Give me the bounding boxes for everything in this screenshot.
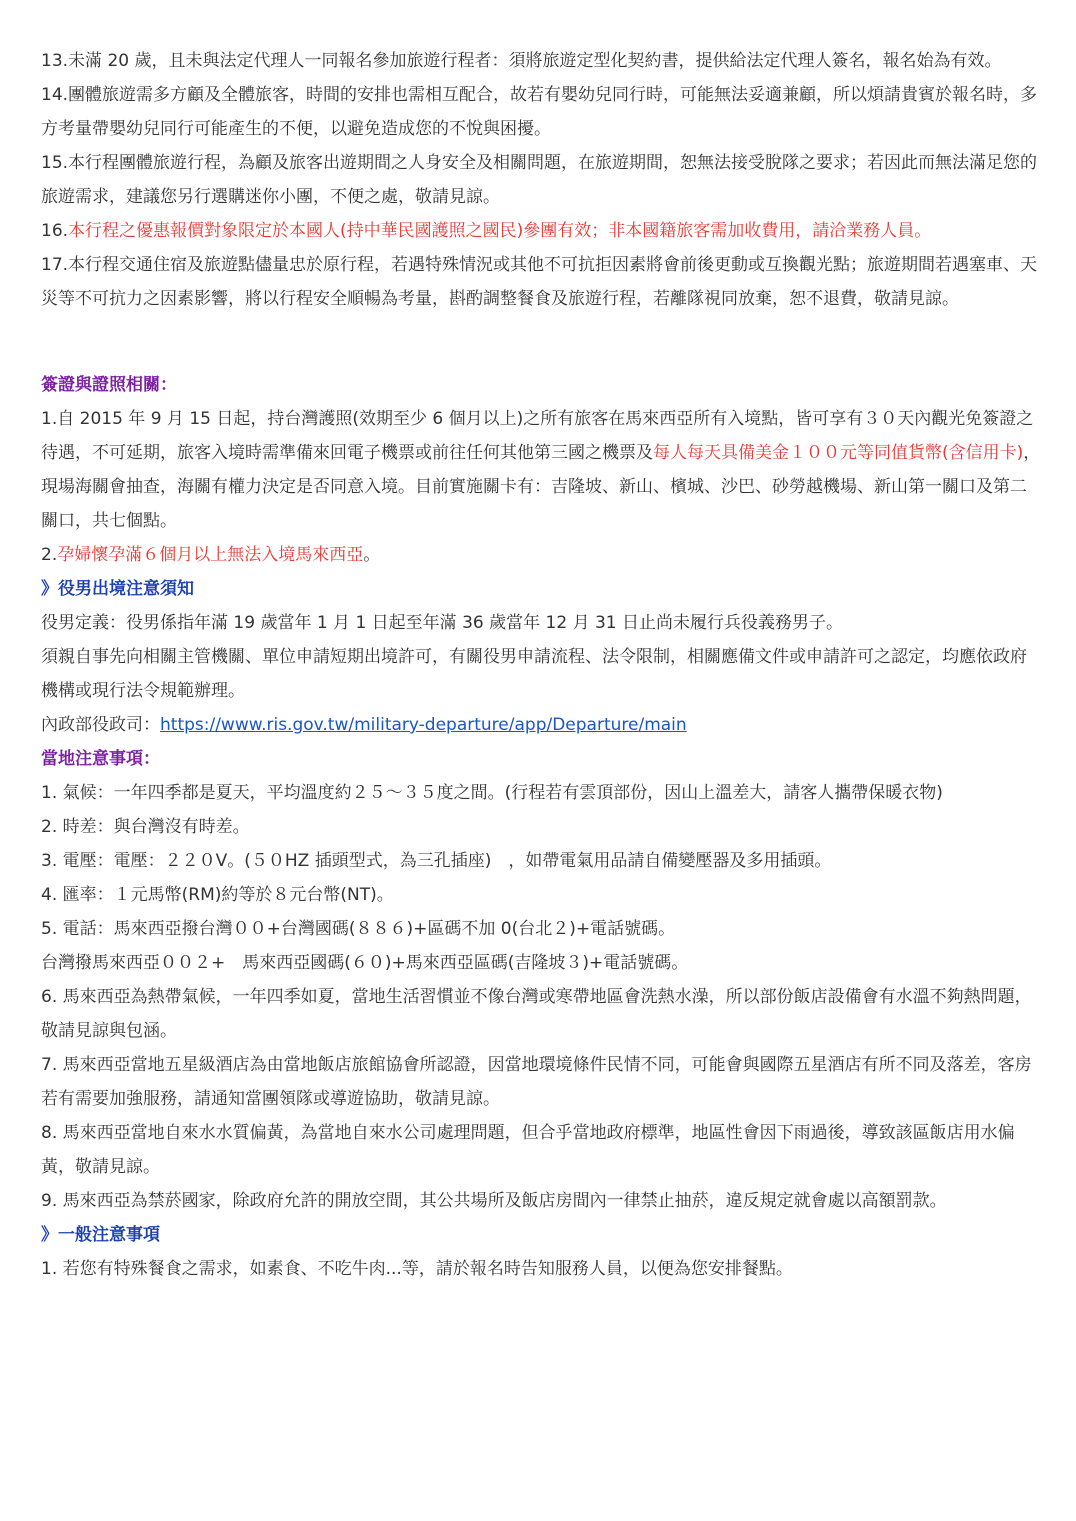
general-heading: 》一般注意事項: [41, 1225, 160, 1245]
visa-item-1-text-cont: ，現場海關會抽查，海關有權力決定是否同意入境。目前實施關卡有：吉隆坡、新山、檳城、沙巴、砂勞越機場、新山第一關口及第二關口，共七個點。: [41, 443, 1041, 531]
general-item: 1. 若您有特殊餐食之需求，如素食、不吃牛肉...等，請於報名時告知服務人員，以便為您安排餐點。: [41, 1259, 793, 1279]
local-item: 4. 匯率：１元馬幣(RM)約等於８元台幣(NT)。: [41, 885, 394, 905]
military-office-label: 內政部役政司：: [41, 715, 160, 735]
visa-item-1: [41, 402, 1041, 538]
visa-item-2-end: 。: [363, 545, 381, 565]
visa-item-2-highlight: 孕婦懷孕滿６個月以上無法入境馬來西亞: [57, 545, 364, 565]
visa-item-2-number: 2.: [41, 545, 58, 565]
section-gap: [41, 316, 1041, 368]
military-office-link[interactable]: https://www.ris.gov.tw/military-departure/app/Departure/main: [160, 715, 687, 735]
local-item: 2. 時差：與台灣沒有時差。: [41, 817, 250, 837]
local-heading: 當地注意事項：: [41, 749, 160, 769]
visa-heading: 簽證與證照相關：: [41, 375, 177, 395]
note-17: 17.本行程交通住宿及旅遊點儘量忠於原行程，若遇特殊情況或其他不可抗拒因素將會前後更動或互換觀光點；旅遊期間若遇塞車、天災等不可抗力之因素影響，將以行程安全順暢為考量，斟酌調整餐食及旅遊行程，若離隊視同放棄，恕不退費，敬請見諒。: [41, 255, 1038, 309]
local-item: 9. 馬來西亞為禁菸國家，除政府允許的開放空間，其公共場所及飯店房間內一律禁止抽菸，違反規定就會處以高額罰款。: [41, 1191, 947, 1211]
military-definition: 役男定義：役男係指年滿 19 歲當年 1 月 1 日起至年滿 36 歲當年 12 月 31 日止尚未履行兵役義務男子。: [41, 613, 844, 633]
note-14: 14.團體旅遊需多方顧及全體旅客，時間的安排也需相互配合，故若有嬰幼兒同行時，可能無法妥適兼顧，所以煩請貴賓於報名時，多方考量帶嬰幼兒同行可能產生的不便，以避免造成您的不悅與困擾。: [41, 85, 1038, 139]
local-item: 3. 電壓：電壓：２２０V。(５０HZ 插頭型式，為三孔插座) ，如帶電氣用品請自備變壓器及多用插頭。: [41, 851, 832, 871]
note-16-number: 16.: [41, 221, 69, 241]
military-procedure: 須親自事先向相關主管機關、單位申請短期出境許可，有關役男申請流程、法令限制，相關應備文件或申請許可之認定，均應依政府機構或現行法令規範辦理。: [41, 647, 1027, 701]
local-item: 7. 馬來西亞當地五星級酒店為由當地飯店旅館協會所認證，因當地環境條件民情不同，可能會與國際五星酒店有所不同及落差，客房若有需要加強服務，請通知當團領隊或導遊協助，敬請見諒。: [41, 1055, 1032, 1109]
local-item: 8. 馬來西亞當地自來水水質偏黃，為當地自來水公司處理問題，但合乎當地政府標準，地區性會因下雨過後，導致該區飯店用水偏黃，敬請見諒。: [41, 1123, 1015, 1177]
note-16: [41, 214, 1041, 248]
visa-item-1-text: 1.自 2015 年 9 月 15 日起，持台灣護照(效期至少 6 個月以上)之所有旅客在馬來西亞所有入境點，皆可享有３０天內觀光免簽證之待遇，不可延期，旅客入境時需準備來回電子機票或前往任何其他第三國之機票及: [41, 409, 1034, 463]
visa-item-1-highlight: 每人每天具備美金１００元等同值貨幣(含信用卡): [653, 443, 1024, 463]
note-15: 15.本行程團體旅遊行程，為顧及旅客出遊期間之人身安全及相關問題，在旅遊期間，恕無法接受脫隊之要求；若因此而無法滿足您的旅遊需求，建議您另行選購迷你小團，不便之處，敬請見諒。: [41, 153, 1038, 207]
local-item: 1. 氣候：一年四季都是夏天，平均溫度約２５～３５度之間。(行程若有雲頂部份，因山上溫差大，請客人攜帶保暖衣物): [41, 783, 943, 803]
local-item: 台灣撥馬來西亞００２+ 馬來西亞國碼(６０)+馬來西亞區碼(吉隆坡３)+電話號碼。: [41, 953, 689, 973]
visa-item-2: [41, 538, 1041, 572]
local-item: 6. 馬來西亞為熱帶氣候，一年四季如夏，當地生活習慣並不像台灣或寒帶地區會洗熱水澡，所以部份飯店設備會有水溫不夠熱問題，敬請見諒與包涵。: [41, 987, 1032, 1041]
local-item: 5. 電話：馬來西亞撥台灣００+台灣國碼(８８６)+區碼不加 0(台北２)+電話號碼。: [41, 919, 676, 939]
military-office: [41, 708, 1041, 742]
military-heading: 》役男出境注意須知: [41, 579, 194, 599]
document-page: [41, 44, 1041, 1286]
note-13: 13.未滿 20 歲，且未與法定代理人一同報名參加旅遊行程者：須將旅遊定型化契約書，提供給法定代理人簽名，報名始為有效。: [41, 51, 1002, 71]
note-16-highlight: 本行程之優惠報價對象限定於本國人(持中華民國護照之國民)參團有效；非本國籍旅客需加收費用，請洽業務人員。: [68, 221, 932, 241]
